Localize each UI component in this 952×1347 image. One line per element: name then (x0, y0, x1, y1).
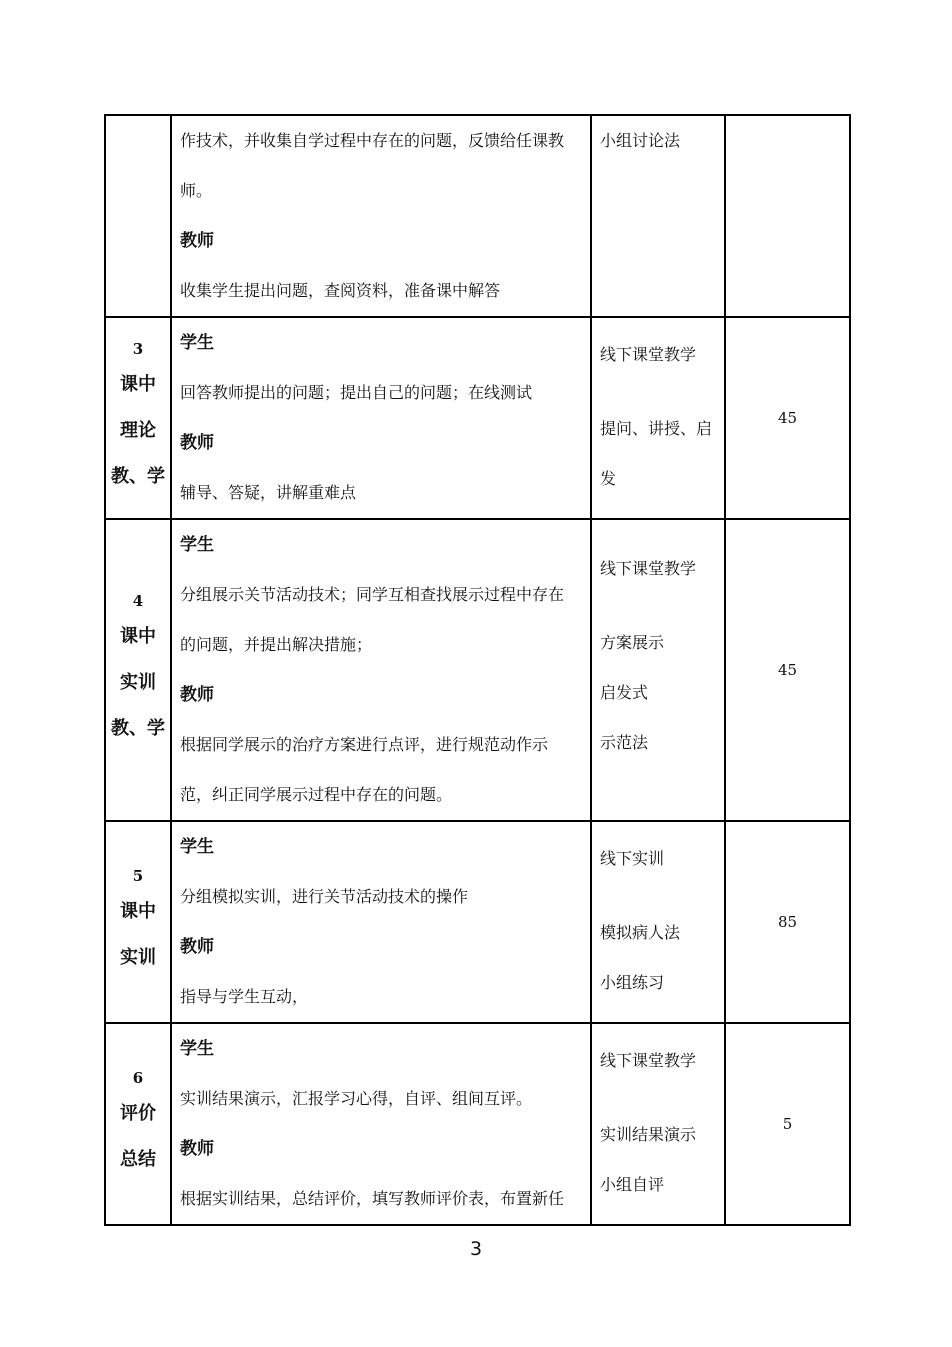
activity-line: 的问题，并提出解决措施； (180, 635, 373, 654)
step-cell (105, 317, 171, 519)
activity-line: 指导与学生互动， (180, 987, 309, 1006)
method-cell (591, 519, 725, 821)
lesson-plan-table (104, 114, 851, 1226)
step-cell (105, 1023, 171, 1225)
role-heading: 学生 (180, 333, 214, 353)
step-cell (105, 821, 171, 1023)
step-number: 3 (132, 340, 144, 358)
time-cell: 45 (725, 519, 850, 821)
activity-cell (171, 115, 591, 317)
method-cell (591, 1023, 725, 1225)
step-cell (105, 519, 171, 821)
table-row (105, 115, 850, 317)
step-number: 4 (132, 592, 144, 610)
activity-line: 辅导、答疑，讲解重难点 (180, 483, 357, 502)
method-item: 小组练习 (600, 973, 665, 992)
activity-line: 根据同学展示的治疗方案进行点评，进行规范动作示 (180, 735, 549, 754)
page-number: 3 (469, 1238, 483, 1260)
step-number: 6 (132, 1069, 144, 1087)
step-label: 评价 总结 (120, 1103, 156, 1170)
method-cell (591, 821, 725, 1023)
time-cell (725, 115, 850, 317)
step-label: 课中 理论 教、学 (111, 374, 165, 487)
table-row (105, 519, 850, 821)
method-item: 线下课堂教学 (600, 1051, 697, 1070)
activity-cell (171, 1023, 591, 1225)
time-cell: 5 (725, 1023, 850, 1225)
method-item: 线下实训 (600, 849, 665, 868)
method-item: 线下课堂教学 (600, 559, 697, 578)
activity-line: 实训结果演示，汇报学习心得，自评、组间互评。 (180, 1089, 533, 1108)
activity-line: 范，纠正同学展示过程中存在的问题。 (180, 785, 453, 804)
method-cell (591, 317, 725, 519)
step-label: 课中 实训 (120, 901, 156, 968)
table-row (105, 1023, 850, 1225)
activity-line: 师。 (180, 181, 213, 200)
step-number: 5 (132, 867, 144, 885)
role-heading: 教师 (180, 685, 214, 705)
step-label: 课中 实训 教、学 (111, 626, 165, 739)
activity-cell (171, 821, 591, 1023)
method-item: 线下课堂教学 (600, 345, 697, 364)
method-item: 实训结果演示 (600, 1125, 697, 1144)
role-heading: 教师 (180, 231, 214, 251)
method-item: 提问、讲授、启 (600, 419, 713, 438)
table-row (105, 317, 850, 519)
activity-line: 分组模拟实训，进行关节活动技术的操作 (180, 887, 469, 906)
activity-line: 作技术，并收集自学过程中存在的问题，反馈给任课教 (180, 131, 565, 150)
method-item: 模拟病人法 (600, 923, 681, 942)
time-cell: 45 (725, 317, 850, 519)
method-item: 小组讨论法 (600, 131, 681, 150)
time-cell: 85 (725, 821, 850, 1023)
activity-cell (171, 317, 591, 519)
method-item: 小组自评 (600, 1175, 665, 1194)
role-heading: 教师 (180, 1139, 214, 1159)
role-heading: 教师 (180, 433, 214, 453)
method-item: 方案展示 (600, 633, 665, 652)
method-item: 发 (600, 469, 617, 488)
step-cell (105, 115, 171, 317)
role-heading: 学生 (180, 837, 214, 857)
activity-cell (171, 519, 591, 821)
activity-line: 回答教师提出的问题；提出自己的问题；在线测试 (180, 383, 533, 402)
activity-line: 收集学生提出问题，查阅资料，准备课中解答 (180, 281, 501, 300)
table-row (105, 821, 850, 1023)
method-item: 示范法 (600, 733, 649, 752)
method-cell (591, 115, 725, 317)
role-heading: 学生 (180, 1039, 214, 1059)
activity-line: 根据实训结果，总结评价，填写教师评价表，布置新任 (180, 1189, 565, 1208)
role-heading: 教师 (180, 937, 214, 957)
method-item: 启发式 (600, 683, 649, 702)
activity-line: 分组展示关节活动技术；同学互相查找展示过程中存在 (180, 585, 565, 604)
role-heading: 学生 (180, 535, 214, 555)
